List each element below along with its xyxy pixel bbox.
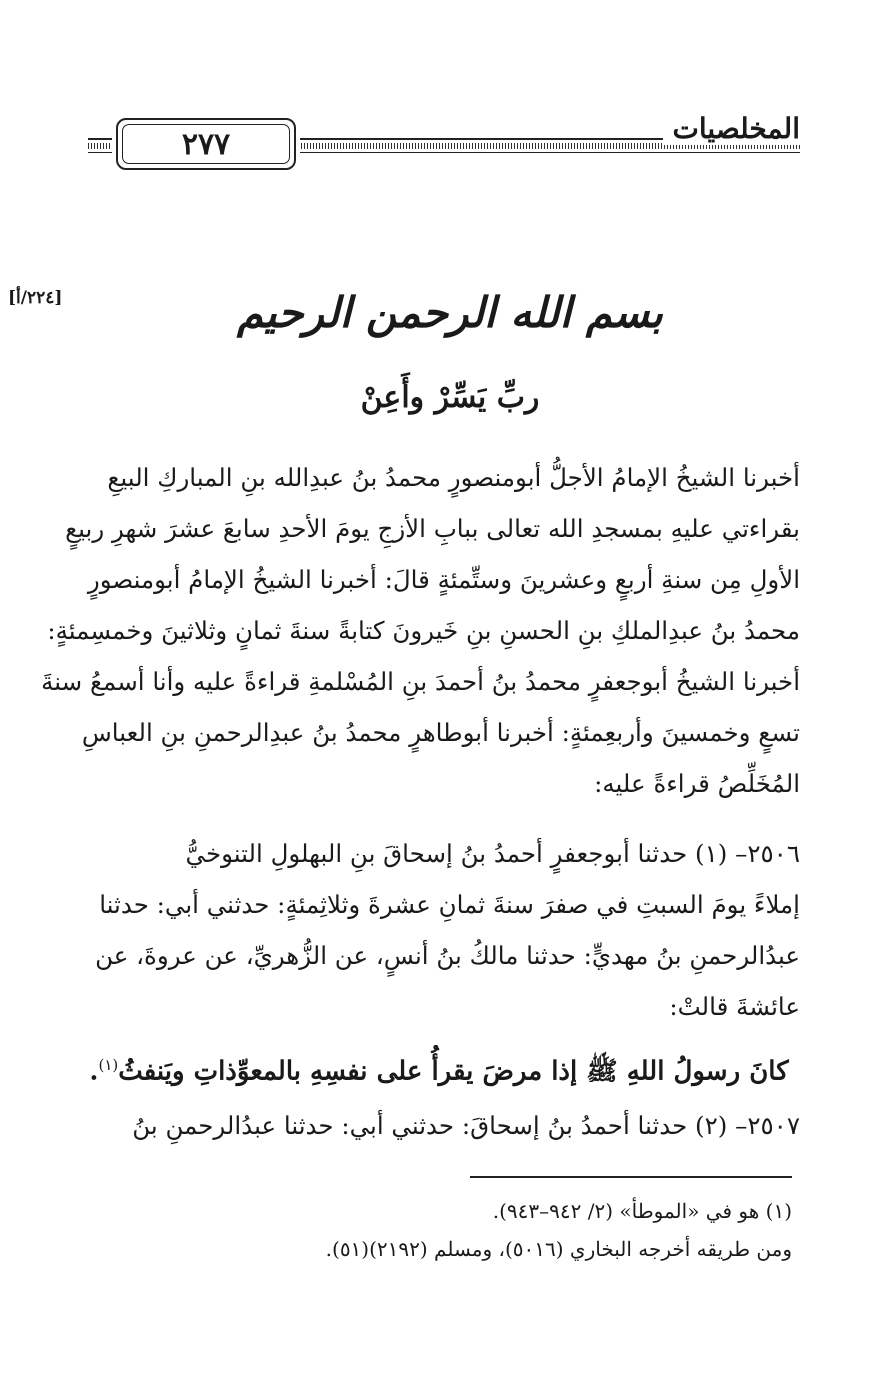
footnote-mark: (١) bbox=[98, 1056, 119, 1074]
basmala: بسم الله الرحمن الرحيم bbox=[237, 288, 663, 337]
page-header bbox=[88, 108, 800, 168]
hadith-2506-isnad bbox=[78, 828, 800, 1032]
text-line: عائشةَ قالتْ: bbox=[669, 992, 800, 1021]
page-number-box bbox=[116, 118, 296, 170]
text-line: بقراءتي عليهِ بمسجدِ الله تعالى ببابِ الأزجِ يومَ الأحدِ سابعَ عشرَ شهرِ ربيعٍ bbox=[65, 514, 800, 543]
text-line: عبدُالرحمنِ بنُ مهديٍّ: حدثنا مالكُ بنُ أنسٍ، عن الزُّهريِّ، عن عروةَ، عن bbox=[95, 941, 800, 970]
hadith-2507-isnad bbox=[78, 1100, 800, 1151]
text-line: ٢٥٠٦– (١) حدثنا أبوجعفرٍ أحمدُ بنُ إسحاقَ بنِ البهلولِ التنوخيُّ bbox=[185, 839, 800, 868]
text-line: إملاءً يومَ السبتِ في صفرَ سنةَ ثمانِ عشرةَ وثلاثِمئةٍ: حدثني أبي: حدثنا bbox=[99, 890, 800, 919]
text-line: محمدُ بنُ عبدِالملكِ بنِ الحسنِ بنِ خَيرونَ كتابةً سنةَ ثمانٍ وثلاثينَ وخمسِمئةٍ: bbox=[47, 616, 800, 645]
text-line: أخبرنا الشيخُ أبوجعفرٍ محمدُ بنُ أحمدَ بنِ المُسْلمةِ قراءةً عليه وأنا أسمعُ سنةَ bbox=[41, 667, 800, 696]
hadith-text bbox=[78, 1040, 800, 1098]
footnotes bbox=[200, 1192, 792, 1268]
footnote-divider bbox=[470, 1176, 792, 1178]
intro-paragraph bbox=[41, 452, 800, 809]
text-line: تسعٍ وخمسينَ وأربعِمئةٍ: أخبرنا أبوطاهرٍ محمدُ بنُ عبدِالرحمنِ بنِ العباسِ bbox=[81, 718, 800, 747]
footnote: ومن طريقه أخرجه البخاري (٥٠١٦)، ومسلم (٢١٩٢)(٥١). bbox=[325, 1237, 792, 1261]
hadith-matn: كانَ رسولُ اللهِ ﷺ إذا مرضَ يقرأُ على نفسِهِ بالمعوِّذاتِ ويَنفثُ bbox=[118, 1056, 789, 1087]
page-number: ٢٧٧ bbox=[181, 126, 231, 162]
book-title: المخلصيات bbox=[663, 112, 800, 145]
text-line: ٢٥٠٧– (٢) حدثنا أحمدُ بنُ إسحاقَ: حدثني أبي: حدثنا عبدُالرحمنِ بنُ bbox=[132, 1111, 800, 1140]
text-line: المُخَلِّصُ قراءةً عليه: bbox=[594, 769, 800, 798]
hadith-end: . bbox=[89, 1056, 99, 1087]
manuscript-folio-reference: [٢٢٤/أ] bbox=[8, 288, 63, 308]
invocation: ربِّ يَسِّرْ وأَعِنْ bbox=[360, 380, 540, 415]
text-line: الأولِ مِن سنةِ أربعٍ وعشرينَ وستِّمئةٍ قالَ: أخبرنا الشيخُ الإمامُ أبومنصورٍ bbox=[87, 565, 800, 594]
text-line: أخبرنا الشيخُ الإمامُ الأجلُّ أبومنصورٍ محمدُ بنُ عبدِالله بنِ المباركِ البيعِ bbox=[107, 463, 800, 492]
footnote: (١) هو في «الموطأ» (٢/ ٩٤٢–٩٤٣). bbox=[492, 1199, 792, 1223]
